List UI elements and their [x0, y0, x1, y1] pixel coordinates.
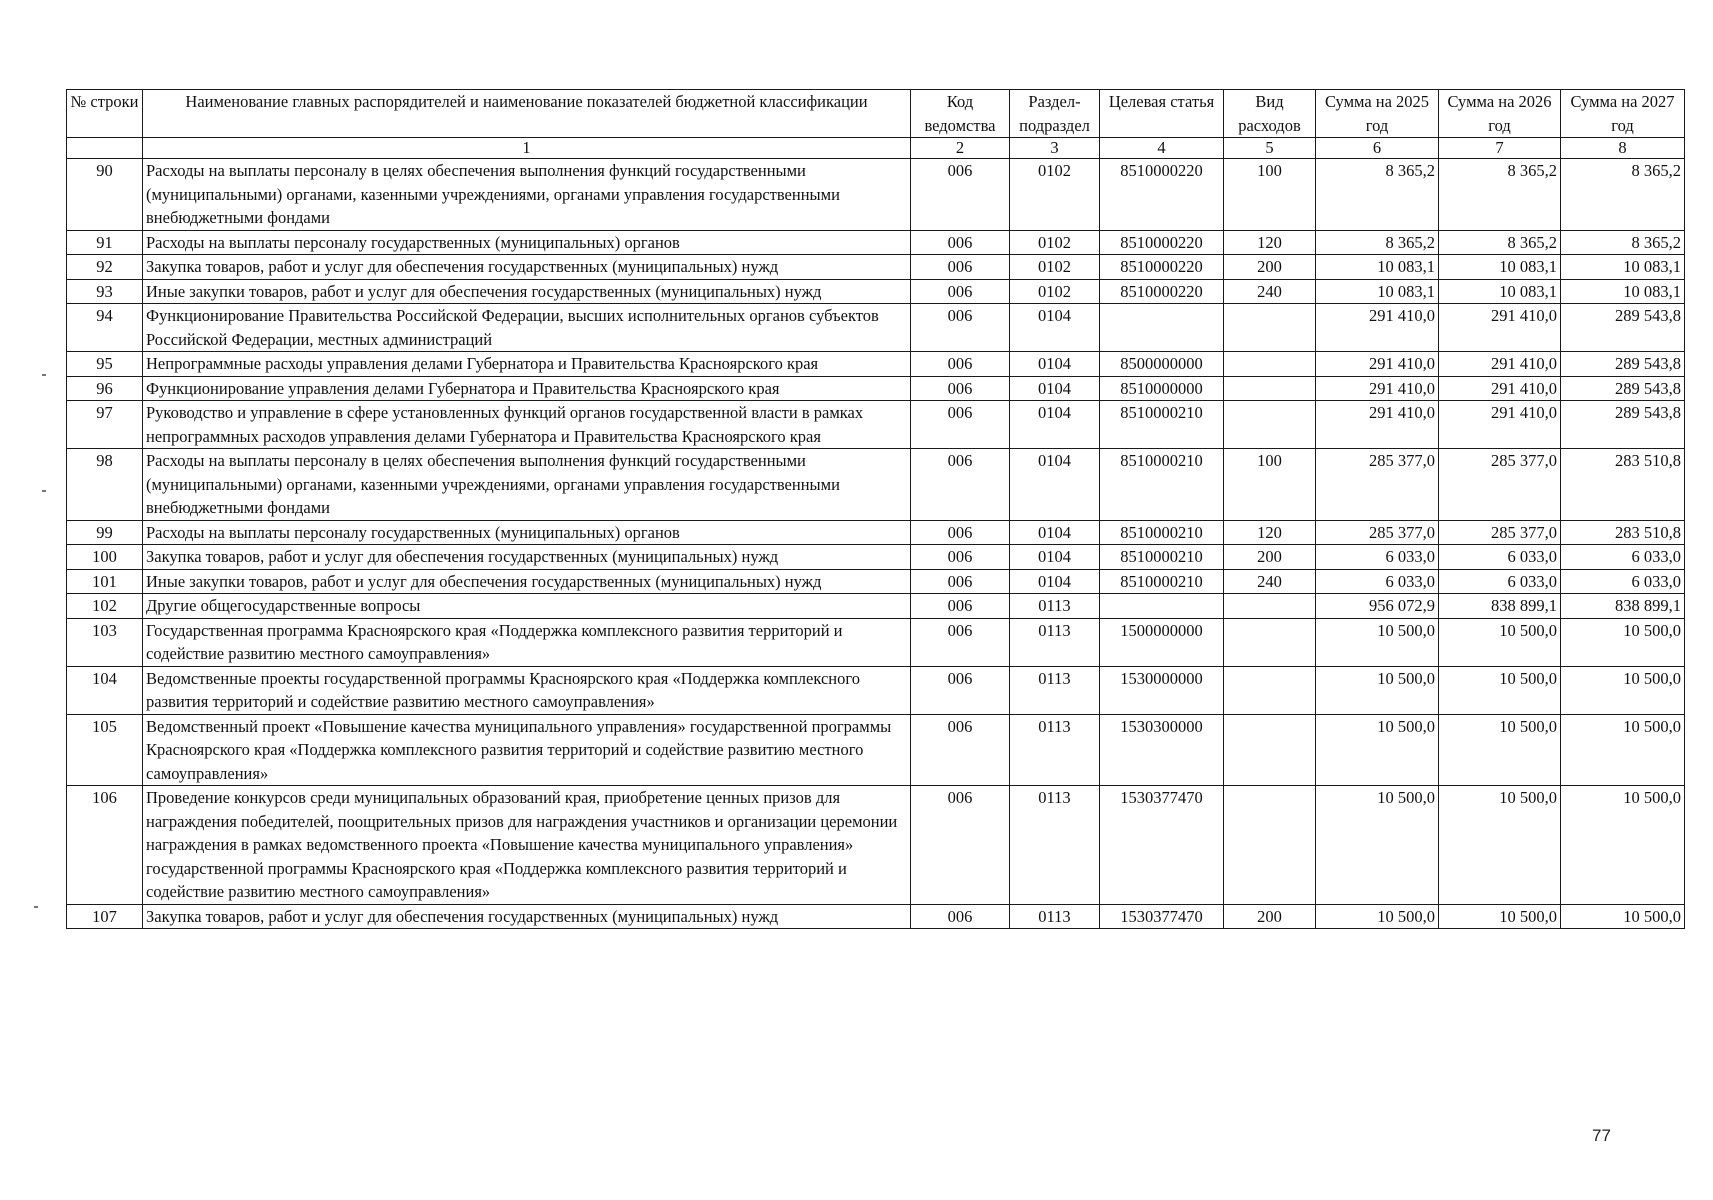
table-row [67, 594, 1685, 619]
sum-2027: 283 510,8 [1561, 520, 1685, 545]
target-article [1100, 304, 1224, 352]
column-index: 1 [143, 138, 911, 159]
row-name: Закупка товаров, работ и услуг для обеспечения государственных (муниципальных) нужд [143, 545, 911, 570]
row-name: Закупка товаров, работ и услуг для обеспечения государственных (муниципальных) нужд [143, 255, 911, 280]
sum-2025: 6 033,0 [1316, 569, 1439, 594]
section-code: 0102 [1010, 279, 1100, 304]
section-code: 0102 [1010, 255, 1100, 280]
column-index: 4 [1100, 138, 1224, 159]
header-section: Раздел-подраздел [1010, 90, 1100, 138]
sum-2026: 10 500,0 [1439, 666, 1561, 714]
section-code: 0113 [1010, 594, 1100, 619]
row-number: 95 [67, 352, 143, 377]
column-index: 7 [1439, 138, 1561, 159]
sum-2027: 283 510,8 [1561, 449, 1685, 521]
target-article: 1530377470 [1100, 786, 1224, 905]
section-code: 0104 [1010, 376, 1100, 401]
table-row [67, 255, 1685, 280]
row-name: Расходы на выплаты персоналу в целях обеспечения выполнения функций государственными (муниципальными) органами, казенными учреждениями, органами управления государственными внебюджетными фондами [143, 159, 911, 231]
sum-2027: 8 365,2 [1561, 159, 1685, 231]
row-name: Расходы на выплаты персоналу в целях обеспечения выполнения функций государственными (муниципальными) органами, казенными учреждениями, органами управления государственными внебюджетными фондами [143, 449, 911, 521]
target-article: 1500000000 [1100, 618, 1224, 666]
target-article: 8510000220 [1100, 159, 1224, 231]
table-row [67, 904, 1685, 929]
row-number: 102 [67, 594, 143, 619]
row-name: Руководство и управление в сфере установленных функций органов государственной власти в рамках непрограммных расходов управления делами Губернатора и Правительства Красноярского края [143, 401, 911, 449]
dept-code: 006 [911, 255, 1010, 280]
dept-code: 006 [911, 594, 1010, 619]
expense-type: 240 [1224, 569, 1316, 594]
section-code: 0113 [1010, 904, 1100, 929]
table-row [67, 714, 1685, 786]
table-row [67, 520, 1685, 545]
header-sum-2027: Сумма на 2027 год [1561, 90, 1685, 138]
sum-2026: 10 500,0 [1439, 786, 1561, 905]
row-number: 92 [67, 255, 143, 280]
dept-code: 006 [911, 666, 1010, 714]
row-name: Ведомственные проекты государственной программы Красноярского края «Поддержка комплексного развития территорий и содействие развитию местного самоуправления» [143, 666, 911, 714]
sum-2026: 8 365,2 [1439, 159, 1561, 231]
row-number: 97 [67, 401, 143, 449]
dept-code: 006 [911, 786, 1010, 905]
section-code: 0102 [1010, 230, 1100, 255]
page-number: 77 [1592, 1126, 1611, 1145]
section-code: 0104 [1010, 569, 1100, 594]
dept-code: 006 [911, 279, 1010, 304]
sum-2026: 8 365,2 [1439, 230, 1561, 255]
sum-2025: 8 365,2 [1316, 159, 1439, 231]
dept-code: 006 [911, 618, 1010, 666]
sum-2027: 289 543,8 [1561, 401, 1685, 449]
sum-2026: 285 377,0 [1439, 520, 1561, 545]
margin-mark [42, 490, 46, 492]
expense-type [1224, 786, 1316, 905]
header-expense-type: Вид расходов [1224, 90, 1316, 138]
expense-type [1224, 304, 1316, 352]
header-target-article: Целевая статья [1100, 90, 1224, 138]
sum-2025: 285 377,0 [1316, 520, 1439, 545]
section-code: 0102 [1010, 159, 1100, 231]
expense-type [1224, 594, 1316, 619]
row-name: Иные закупки товаров, работ и услуг для обеспечения государственных (муниципальных) нужд [143, 569, 911, 594]
dept-code: 006 [911, 159, 1010, 231]
table-row [67, 230, 1685, 255]
target-article: 8500000000 [1100, 352, 1224, 377]
row-number: 96 [67, 376, 143, 401]
section-code: 0104 [1010, 352, 1100, 377]
column-index [67, 138, 143, 159]
table-row [67, 666, 1685, 714]
sum-2027: 289 543,8 [1561, 376, 1685, 401]
expense-type [1224, 618, 1316, 666]
table-row [67, 569, 1685, 594]
sum-2026: 10 500,0 [1439, 618, 1561, 666]
sum-2027: 838 899,1 [1561, 594, 1685, 619]
sum-2025: 10 500,0 [1316, 618, 1439, 666]
column-index: 5 [1224, 138, 1316, 159]
expense-type: 100 [1224, 159, 1316, 231]
expense-type [1224, 714, 1316, 786]
row-number: 105 [67, 714, 143, 786]
row-number: 103 [67, 618, 143, 666]
margin-mark [42, 374, 46, 376]
row-name: Функционирование Правительства Российской Федерации, высших исполнительных органов субъектов Российской Федерации, местных администраций [143, 304, 911, 352]
sum-2026: 838 899,1 [1439, 594, 1561, 619]
sum-2027: 289 543,8 [1561, 352, 1685, 377]
sum-2025: 10 500,0 [1316, 714, 1439, 786]
expense-type: 200 [1224, 255, 1316, 280]
dept-code: 006 [911, 714, 1010, 786]
row-number: 106 [67, 786, 143, 905]
table-row [67, 545, 1685, 570]
row-number: 107 [67, 904, 143, 929]
sum-2026: 291 410,0 [1439, 352, 1561, 377]
expense-type: 120 [1224, 520, 1316, 545]
section-code: 0104 [1010, 304, 1100, 352]
sum-2027: 10 083,1 [1561, 255, 1685, 280]
table-row [67, 786, 1685, 905]
table-row [67, 376, 1685, 401]
table-row [67, 352, 1685, 377]
header-name: Наименование главных распорядителей и наименование показателей бюджетной классификации [143, 90, 911, 138]
sum-2025: 10 500,0 [1316, 666, 1439, 714]
row-name: Закупка товаров, работ и услуг для обеспечения государственных (муниципальных) нужд [143, 904, 911, 929]
header-sum-2025: Сумма на 2025 год [1316, 90, 1439, 138]
table-row [67, 618, 1685, 666]
header-sum-2026: Сумма на 2026 год [1439, 90, 1561, 138]
sum-2027: 10 500,0 [1561, 666, 1685, 714]
dept-code: 006 [911, 449, 1010, 521]
column-index: 2 [911, 138, 1010, 159]
table-row [67, 401, 1685, 449]
header-dept-code: Код ведомства [911, 90, 1010, 138]
sum-2025: 10 083,1 [1316, 279, 1439, 304]
target-article: 8510000210 [1100, 569, 1224, 594]
expense-type [1224, 376, 1316, 401]
sum-2025: 291 410,0 [1316, 304, 1439, 352]
sum-2026: 291 410,0 [1439, 304, 1561, 352]
expense-type: 200 [1224, 904, 1316, 929]
target-article [1100, 594, 1224, 619]
sum-2025: 291 410,0 [1316, 376, 1439, 401]
target-article: 8510000220 [1100, 230, 1224, 255]
sum-2026: 291 410,0 [1439, 401, 1561, 449]
column-index: 3 [1010, 138, 1100, 159]
sum-2025: 10 083,1 [1316, 255, 1439, 280]
row-number: 101 [67, 569, 143, 594]
table-row [67, 304, 1685, 352]
target-article: 1530300000 [1100, 714, 1224, 786]
sum-2027: 289 543,8 [1561, 304, 1685, 352]
row-name: Непрограммные расходы управления делами Губернатора и Правительства Красноярского края [143, 352, 911, 377]
expense-type [1224, 352, 1316, 377]
margin-mark [34, 906, 38, 908]
sum-2026: 285 377,0 [1439, 449, 1561, 521]
sum-2025: 10 500,0 [1316, 786, 1439, 905]
sum-2027: 6 033,0 [1561, 545, 1685, 570]
row-number: 99 [67, 520, 143, 545]
expense-type [1224, 401, 1316, 449]
dept-code: 006 [911, 304, 1010, 352]
row-name: Проведение конкурсов среди муниципальных образований края, приобретение ценных призов для награждения победителей, поощрительных призов для награждения участников и организации церемонии награждения в рамках ведомственного проекта «Повышение качества муниципального управления» государственной программы Красноярского края «Поддержка комплексного развития территорий и содействие развитию местного самоуправления» [143, 786, 911, 905]
table-row [67, 449, 1685, 521]
row-number: 98 [67, 449, 143, 521]
sum-2026: 291 410,0 [1439, 376, 1561, 401]
dept-code: 006 [911, 904, 1010, 929]
expense-type: 240 [1224, 279, 1316, 304]
target-article: 1530000000 [1100, 666, 1224, 714]
row-number: 93 [67, 279, 143, 304]
column-index: 8 [1561, 138, 1685, 159]
sum-2025: 10 500,0 [1316, 904, 1439, 929]
target-article: 8510000210 [1100, 401, 1224, 449]
sum-2027: 6 033,0 [1561, 569, 1685, 594]
sum-2026: 10 083,1 [1439, 255, 1561, 280]
section-code: 0113 [1010, 714, 1100, 786]
row-name: Ведомственный проект «Повышение качества муниципального управления» государственной программы Красноярского края «Поддержка комплексного развития территорий и содействие развитию местного самоуправления» [143, 714, 911, 786]
row-name: Расходы на выплаты персоналу государственных (муниципальных) органов [143, 520, 911, 545]
sum-2025: 956 072,9 [1316, 594, 1439, 619]
sum-2026: 10 500,0 [1439, 714, 1561, 786]
sum-2027: 10 500,0 [1561, 714, 1685, 786]
row-number: 91 [67, 230, 143, 255]
sum-2025: 285 377,0 [1316, 449, 1439, 521]
row-name: Расходы на выплаты персоналу государственных (муниципальных) органов [143, 230, 911, 255]
row-number: 104 [67, 666, 143, 714]
header-row-number: № строки [67, 90, 143, 138]
dept-code: 006 [911, 230, 1010, 255]
sum-2025: 6 033,0 [1316, 545, 1439, 570]
sum-2026: 10 083,1 [1439, 279, 1561, 304]
sum-2025: 291 410,0 [1316, 352, 1439, 377]
section-code: 0113 [1010, 786, 1100, 905]
target-article: 8510000220 [1100, 279, 1224, 304]
sum-2027: 10 500,0 [1561, 618, 1685, 666]
row-number: 90 [67, 159, 143, 231]
column-index-row [67, 138, 1685, 159]
sum-2026: 10 500,0 [1439, 904, 1561, 929]
target-article: 8510000210 [1100, 520, 1224, 545]
section-code: 0113 [1010, 618, 1100, 666]
table-row [67, 159, 1685, 231]
dept-code: 006 [911, 352, 1010, 377]
header-row [67, 90, 1685, 138]
target-article: 8510000220 [1100, 255, 1224, 280]
row-number: 94 [67, 304, 143, 352]
dept-code: 006 [911, 569, 1010, 594]
section-code: 0113 [1010, 666, 1100, 714]
sum-2026: 6 033,0 [1439, 569, 1561, 594]
expense-type: 200 [1224, 545, 1316, 570]
section-code: 0104 [1010, 449, 1100, 521]
sum-2026: 6 033,0 [1439, 545, 1561, 570]
expense-type: 120 [1224, 230, 1316, 255]
sum-2025: 291 410,0 [1316, 401, 1439, 449]
target-article: 1530377470 [1100, 904, 1224, 929]
budget-table [66, 89, 1685, 929]
target-article: 8510000210 [1100, 449, 1224, 521]
sum-2025: 8 365,2 [1316, 230, 1439, 255]
expense-type: 100 [1224, 449, 1316, 521]
dept-code: 006 [911, 376, 1010, 401]
table-row [67, 279, 1685, 304]
dept-code: 006 [911, 520, 1010, 545]
column-index: 6 [1316, 138, 1439, 159]
target-article: 8510000000 [1100, 376, 1224, 401]
sum-2027: 8 365,2 [1561, 230, 1685, 255]
row-name: Функционирование управления делами Губернатора и Правительства Красноярского края [143, 376, 911, 401]
sum-2027: 10 083,1 [1561, 279, 1685, 304]
sum-2027: 10 500,0 [1561, 786, 1685, 905]
target-article: 8510000210 [1100, 545, 1224, 570]
dept-code: 006 [911, 401, 1010, 449]
row-number: 100 [67, 545, 143, 570]
row-name: Государственная программа Красноярского края «Поддержка комплексного развития территорий и содействие развитию местного самоуправления» [143, 618, 911, 666]
expense-type [1224, 666, 1316, 714]
table-body [67, 159, 1685, 929]
row-name: Другие общегосударственные вопросы [143, 594, 911, 619]
row-name: Иные закупки товаров, работ и услуг для обеспечения государственных (муниципальных) нужд [143, 279, 911, 304]
section-code: 0104 [1010, 401, 1100, 449]
dept-code: 006 [911, 545, 1010, 570]
section-code: 0104 [1010, 520, 1100, 545]
sum-2027: 10 500,0 [1561, 904, 1685, 929]
section-code: 0104 [1010, 545, 1100, 570]
